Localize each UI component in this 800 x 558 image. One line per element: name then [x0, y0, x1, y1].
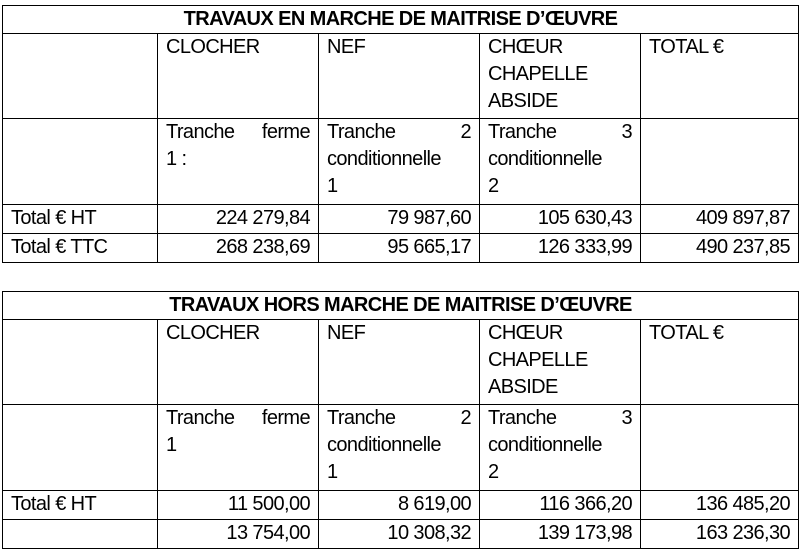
tranche-number: 2 [488, 175, 499, 197]
value-cell: 224 279,84 [158, 205, 319, 234]
row-label: Total € HT [3, 491, 158, 520]
tranche-number: 1 [327, 175, 338, 197]
tranche-row [3, 119, 799, 205]
tranche-word: Tranche [327, 407, 396, 429]
total-cell: 136 485,20 [641, 491, 799, 520]
tranche-word: Tranche [166, 121, 235, 143]
total-cell: 490 237,85 [641, 234, 799, 263]
header-row [3, 34, 799, 119]
data-row-ttc [3, 234, 799, 263]
empty-cell [3, 119, 158, 205]
table-travaux-hors-marche [2, 291, 799, 549]
value-cell: 139 173,98 [480, 520, 641, 549]
header-nef: NEF [319, 34, 480, 119]
table-title: TRAVAUX HORS MARCHE DE MAITRISE D’ŒUVRE [3, 292, 799, 320]
tranche-type: conditionnelle [327, 434, 441, 456]
empty-cell [3, 34, 158, 119]
header-total: TOTAL € [641, 320, 799, 405]
header-row [3, 320, 799, 405]
value-cell: 268 238,69 [158, 234, 319, 263]
tranche-word: Tranche [488, 407, 557, 429]
value-cell: 13 754,00 [158, 520, 319, 549]
tranche-conditionnelle-1-cell [319, 119, 480, 205]
total-cell: 409 897,87 [641, 205, 799, 234]
row-label: Total € TTC [3, 234, 158, 263]
data-row-ht [3, 491, 799, 520]
table-title: TRAVAUX EN MARCHE DE MAITRISE D’ŒUVRE [3, 6, 799, 34]
header-chapelle: CHAPELLE [488, 63, 588, 85]
tranche-index: 2 [460, 407, 471, 429]
header-nef: NEF [319, 320, 480, 405]
tranche-conditionnelle-2-cell [480, 119, 641, 205]
tranche-type: ferme [261, 121, 310, 143]
tranche-conditionnelle-1-cell [319, 405, 480, 491]
table-travaux-en-marche [2, 5, 799, 263]
header-chapelle: CHAPELLE [488, 349, 588, 371]
data-row-ttc [3, 520, 799, 549]
tranche-index: 2 [460, 121, 471, 143]
header-choeur: CHŒUR [488, 322, 563, 344]
value-cell: 116 366,20 [480, 491, 641, 520]
tranche-word: Tranche [166, 407, 235, 429]
header-choeur-chapelle-abside [480, 34, 641, 119]
tranche-row [3, 405, 799, 491]
empty-cell [3, 320, 158, 405]
tranche-index: 3 [621, 407, 632, 429]
tranche-number: 1 [166, 434, 177, 456]
tranche-number: 2 [488, 461, 499, 483]
empty-cell [641, 119, 799, 205]
header-total: TOTAL € [641, 34, 799, 119]
value-cell: 95 665,17 [319, 234, 480, 263]
value-cell: 8 619,00 [319, 491, 480, 520]
total-cell: 163 236,30 [641, 520, 799, 549]
tranche-type: ferme [261, 407, 310, 429]
value-cell: 10 308,32 [319, 520, 480, 549]
header-abside: ABSIDE [488, 376, 558, 398]
tranche-number: 1 [327, 461, 338, 483]
empty-cell [3, 405, 158, 491]
header-choeur-chapelle-abside [480, 320, 641, 405]
title-row [3, 292, 799, 320]
tranche-word: Tranche [488, 121, 557, 143]
title-row [3, 6, 799, 34]
tranche-ferme-cell [158, 405, 319, 491]
tranche-ferme-cell [158, 119, 319, 205]
header-clocher: CLOCHER [158, 34, 319, 119]
header-clocher: CLOCHER [158, 320, 319, 405]
tranche-type: conditionnelle [327, 148, 441, 170]
tranche-word: Tranche [327, 121, 396, 143]
tranche-conditionnelle-2-cell [480, 405, 641, 491]
value-cell: 79 987,60 [319, 205, 480, 234]
value-cell: 11 500,00 [158, 491, 319, 520]
tranche-type: conditionnelle [488, 148, 602, 170]
tranche-number: 1 : [166, 148, 187, 170]
data-row-ht [3, 205, 799, 234]
header-abside: ABSIDE [488, 90, 558, 112]
empty-cell [641, 405, 799, 491]
value-cell: 126 333,99 [480, 234, 641, 263]
row-label [3, 520, 158, 549]
row-label: Total € HT [3, 205, 158, 234]
tranche-index: 3 [621, 121, 632, 143]
header-choeur: CHŒUR [488, 36, 563, 58]
value-cell: 105 630,43 [480, 205, 641, 234]
tranche-type: conditionnelle [488, 434, 602, 456]
